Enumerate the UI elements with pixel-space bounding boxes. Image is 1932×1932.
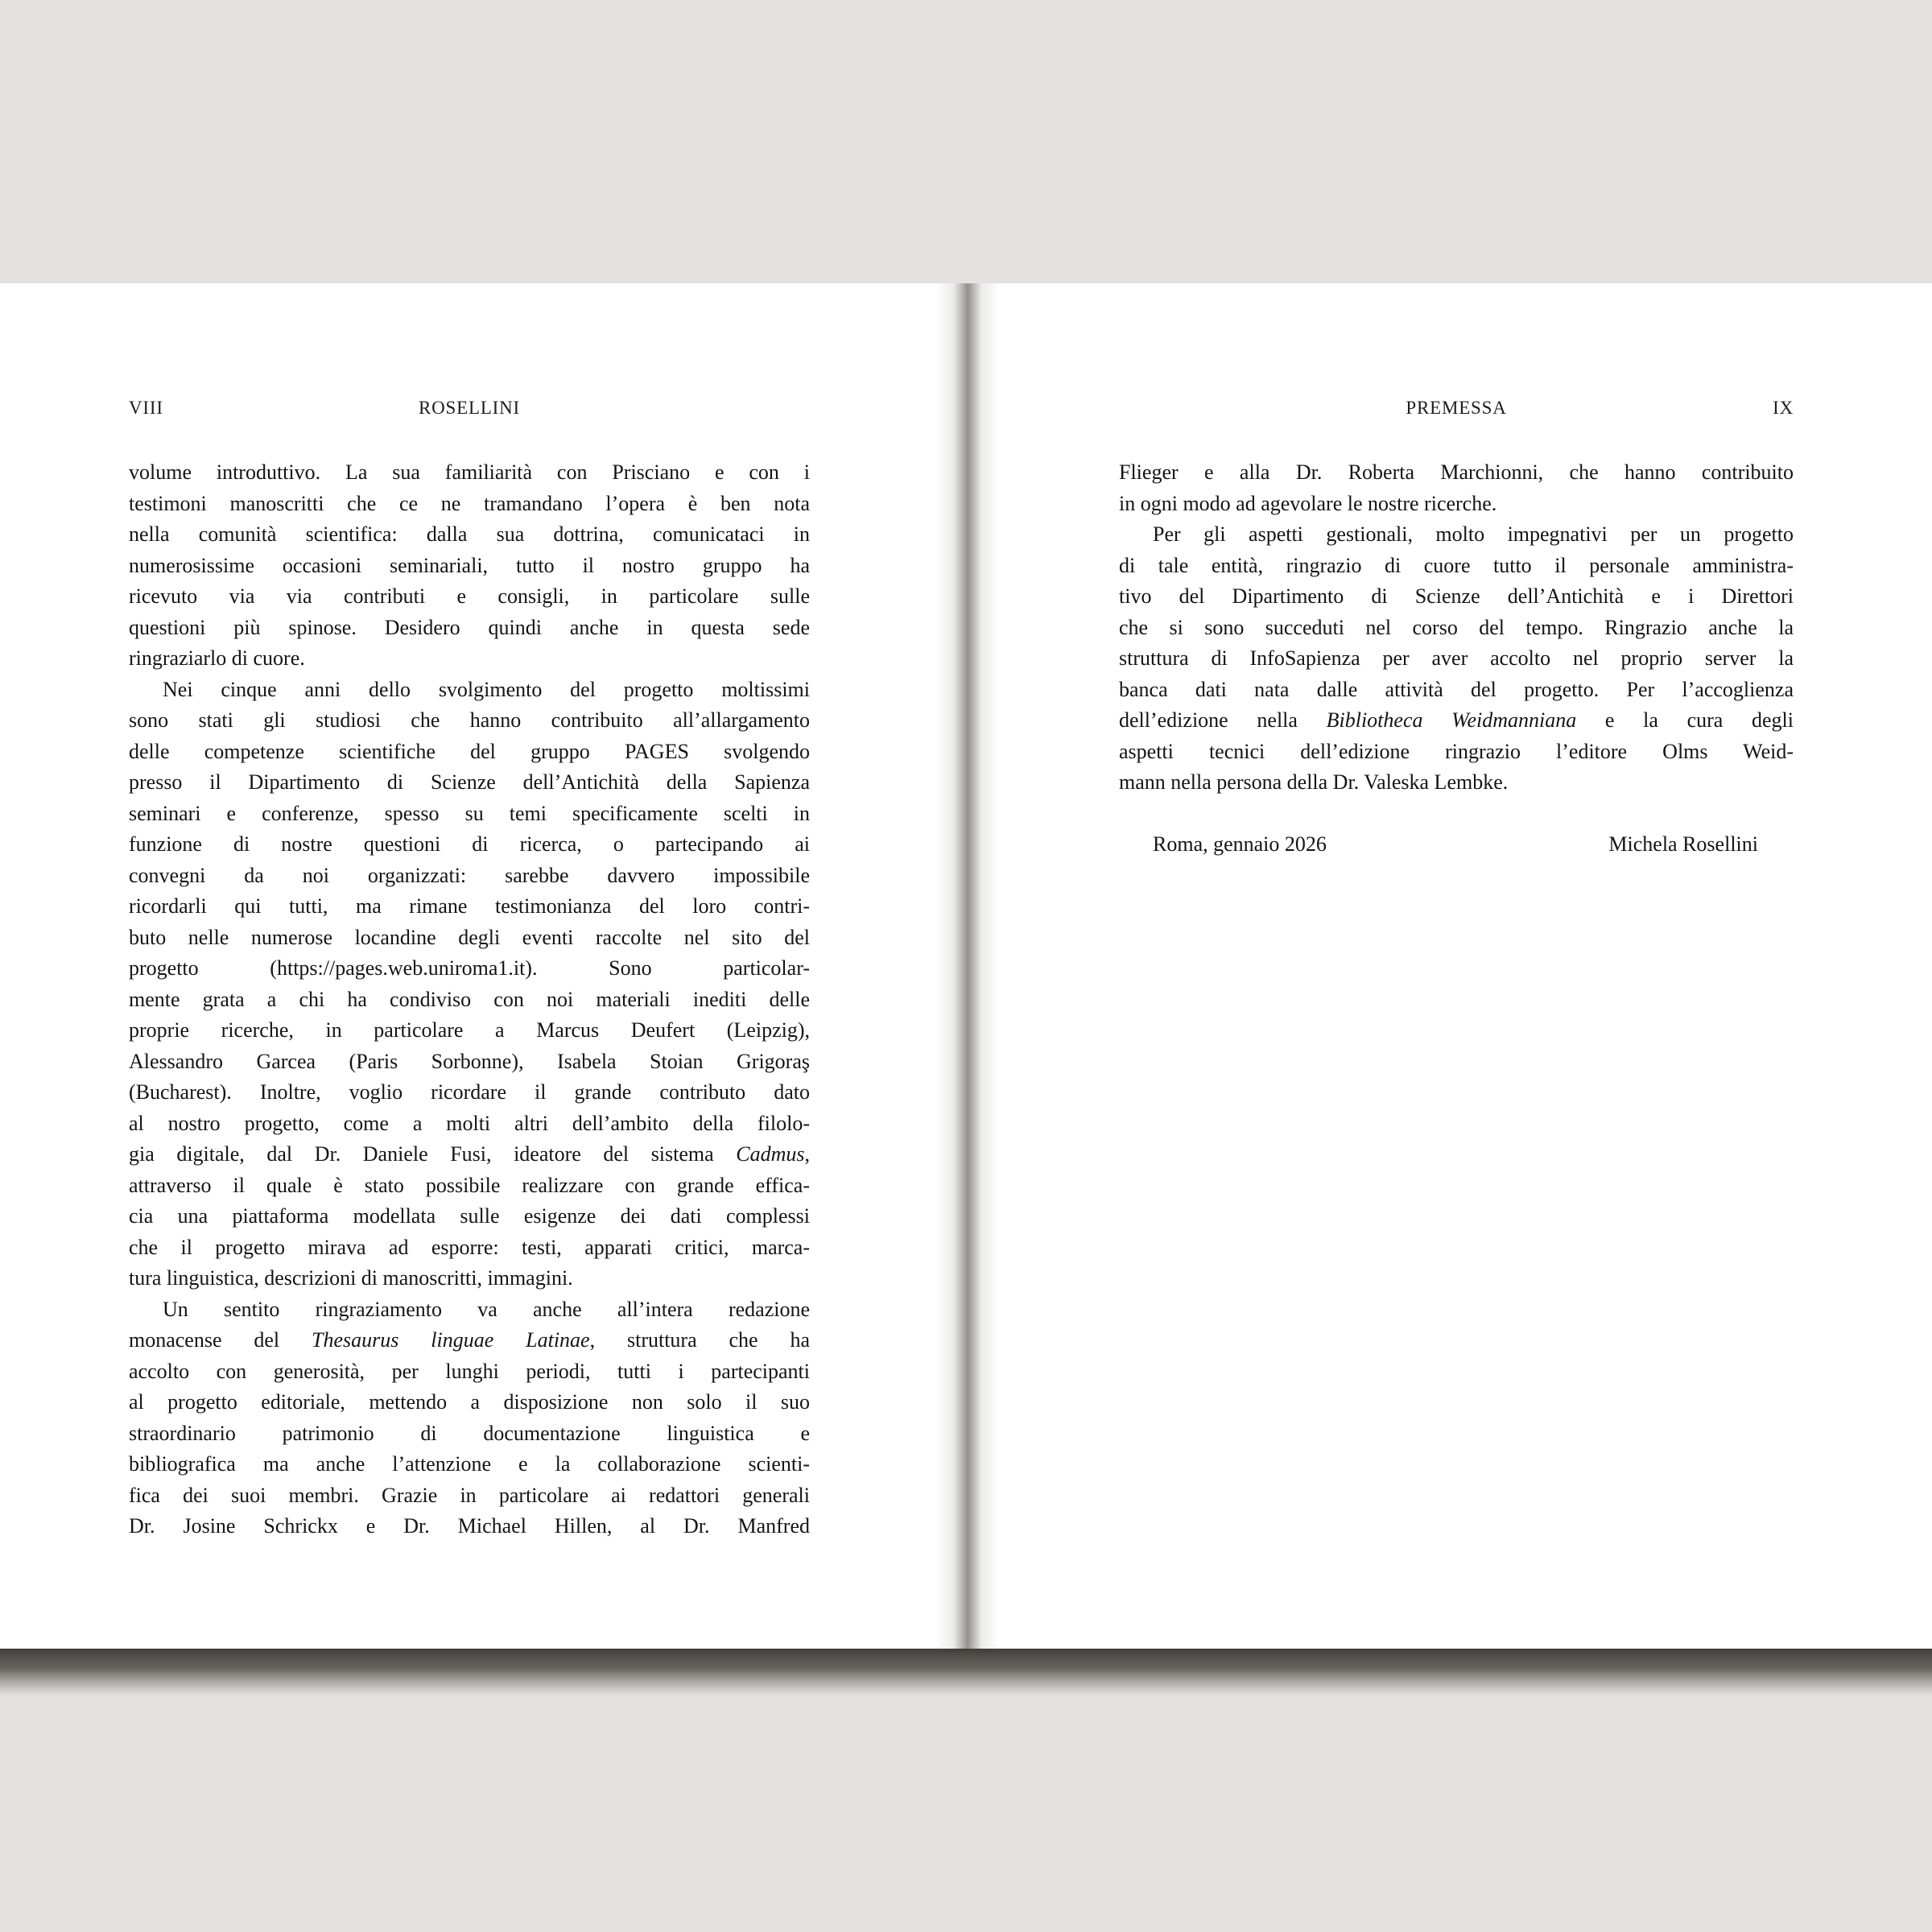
text-line: cia una piattaforma modellata sulle esigenze dei dati complessi <box>129 1204 810 1228</box>
author-signature: Michela Rosellini <box>1608 832 1758 856</box>
left-running-title: ROSELLINI <box>418 398 521 418</box>
text-line: in ogni modo ad agevolare le nostre ricerche. <box>1119 491 1497 515</box>
text-line: gia digitale, dal Dr. Daniele Fusi, ideatore del sistema Cadmus, <box>129 1142 810 1166</box>
text-line: mente grata a chi ha condiviso con noi materiali inediti delle <box>129 987 810 1011</box>
text-line: testimoni manoscritti che ce ne tramandano l’opera è ben nota <box>129 491 810 515</box>
text-line: struttura di InfoSapienza per aver accolto nel proprio server la <box>1119 646 1794 670</box>
text-line: monacense del Thesaurus linguae Latinae, struttura che ha <box>129 1328 810 1352</box>
text-line: delle competenze scientifiche del gruppo PAGES svolgendo <box>129 739 810 763</box>
text-line: funzione di nostre questioni di ricerca, o partecipando ai <box>129 832 810 856</box>
text-line: (Bucharest). Inoltre, voglio ricordare il grande contributo dato <box>129 1080 810 1104</box>
text-line: Un sentito ringraziamento va anche all’intera redazione <box>163 1297 810 1321</box>
paragraph <box>1119 457 1794 519</box>
text-line: Nei cinque anni dello svolgimento del progetto moltissimi <box>163 677 810 701</box>
text-line: banca dati nata dalle attività del progetto. Per l’accoglienza <box>1119 677 1794 701</box>
text-line: mann nella persona della Dr. Valeska Lembke. <box>1119 770 1509 794</box>
text-line: al nostro progetto, come a molti altri dell’ambito della filolo- <box>129 1111 810 1135</box>
text-line: buto nelle numerose locandine degli eventi raccolte nel sito del <box>129 925 810 949</box>
right-page-number: IX <box>1773 398 1794 418</box>
dateline: Roma, gennaio 2026 <box>1153 832 1327 856</box>
paragraph <box>129 675 810 1294</box>
left-page-number: VIII <box>129 398 163 418</box>
text-line: nella comunità scientifica: dalla sua dottrina, comunicataci in <box>129 522 810 546</box>
text-line: ricordarli qui tutti, ma rimane testimonianza del loro contri- <box>129 894 810 918</box>
text-line: dell’edizione nella Bibliotheca Weidmanniana e la cura degli <box>1119 708 1794 732</box>
text-line: straordinario patrimonio di documentazione linguistica e <box>129 1421 810 1445</box>
right-page-textblock <box>1119 457 1794 861</box>
text-line: Alessandro Garcea (Paris Sorbonne), Isabela Stoian Grigoraş <box>129 1049 810 1073</box>
page-bottom-shadow <box>0 1649 1932 1695</box>
paragraph <box>129 457 810 675</box>
text-line: ricevuto via via contributi e consigli, in particolare sulle <box>129 584 810 608</box>
text-line: presso il Dipartimento di Scienze dell’Antichità della Sapienza <box>129 770 810 794</box>
right-running-head <box>1119 396 1794 420</box>
signature-row <box>1119 829 1794 861</box>
text-line: sono stati gli studiosi che hanno contribuito all’allargamento <box>129 708 810 732</box>
left-running-head <box>129 396 810 420</box>
text-line: proprie ricerche, in particolare a Marcus Deufert (Leipzig), <box>129 1018 810 1042</box>
text-line: che il progetto mirava ad esporre: testi, apparati critici, marca- <box>129 1235 810 1259</box>
text-line: bibliografica ma anche l’attenzione e la collaborazione scienti- <box>129 1452 810 1476</box>
text-line: Dr. Josine Schrickx e Dr. Michael Hillen, al Dr. Manfred <box>129 1514 810 1538</box>
paragraph <box>129 1294 810 1542</box>
text-line: ringraziarlo di cuore. <box>129 646 305 670</box>
text-line: di tale entità, ringrazio di cuore tutto il personale amministra- <box>1119 553 1794 577</box>
text-line: Per gli aspetti gestionali, molto impegnativi per un progetto <box>1153 522 1794 546</box>
text-line: fica dei suoi membri. Grazie in particolare ai redattori generali <box>129 1483 810 1507</box>
text-line: Flieger e alla Dr. Roberta Marchionni, che hanno contribuito <box>1119 460 1794 484</box>
text-line: aspetti tecnici dell’edizione ringrazio l’editore Olms Weid- <box>1119 739 1794 763</box>
text-line: al progetto editoriale, mettendo a disposizione non solo il suo <box>129 1390 810 1414</box>
text-line: progetto (https://pages.web.uniroma1.it). Sono particolar- <box>129 956 810 980</box>
left-page-textblock <box>129 457 810 1542</box>
text-line: questioni più spinose. Desidero quindi anche in questa sede <box>129 615 810 639</box>
text-line: numerosissime occasioni seminariali, tutto il nostro gruppo ha <box>129 553 810 577</box>
text-line: volume introduttivo. La sua familiarità con Prisciano e con i <box>129 460 810 484</box>
text-line: che si sono succeduti nel corso del tempo. Ringrazio anche la <box>1119 615 1794 639</box>
text-line: seminari e conferenze, spesso su temi specificamente scelti in <box>129 801 810 825</box>
gutter-shadow <box>936 283 999 1649</box>
text-line: tura linguistica, descrizioni di manoscritti, immagini. <box>129 1266 573 1290</box>
text-line: accolto con generosità, per lunghi periodi, tutti i partecipanti <box>129 1359 810 1383</box>
text-line: attraverso il quale è stato possibile realizzare con grande effica- <box>129 1173 810 1197</box>
paragraph <box>1119 519 1794 799</box>
right-running-title: PREMESSA <box>1406 398 1507 418</box>
text-line: convegni da noi organizzati: sarebbe davvero impossibile <box>129 863 810 887</box>
text-line: tivo del Dipartimento di Scienze dell’Antichità e i Direttori <box>1119 584 1794 608</box>
